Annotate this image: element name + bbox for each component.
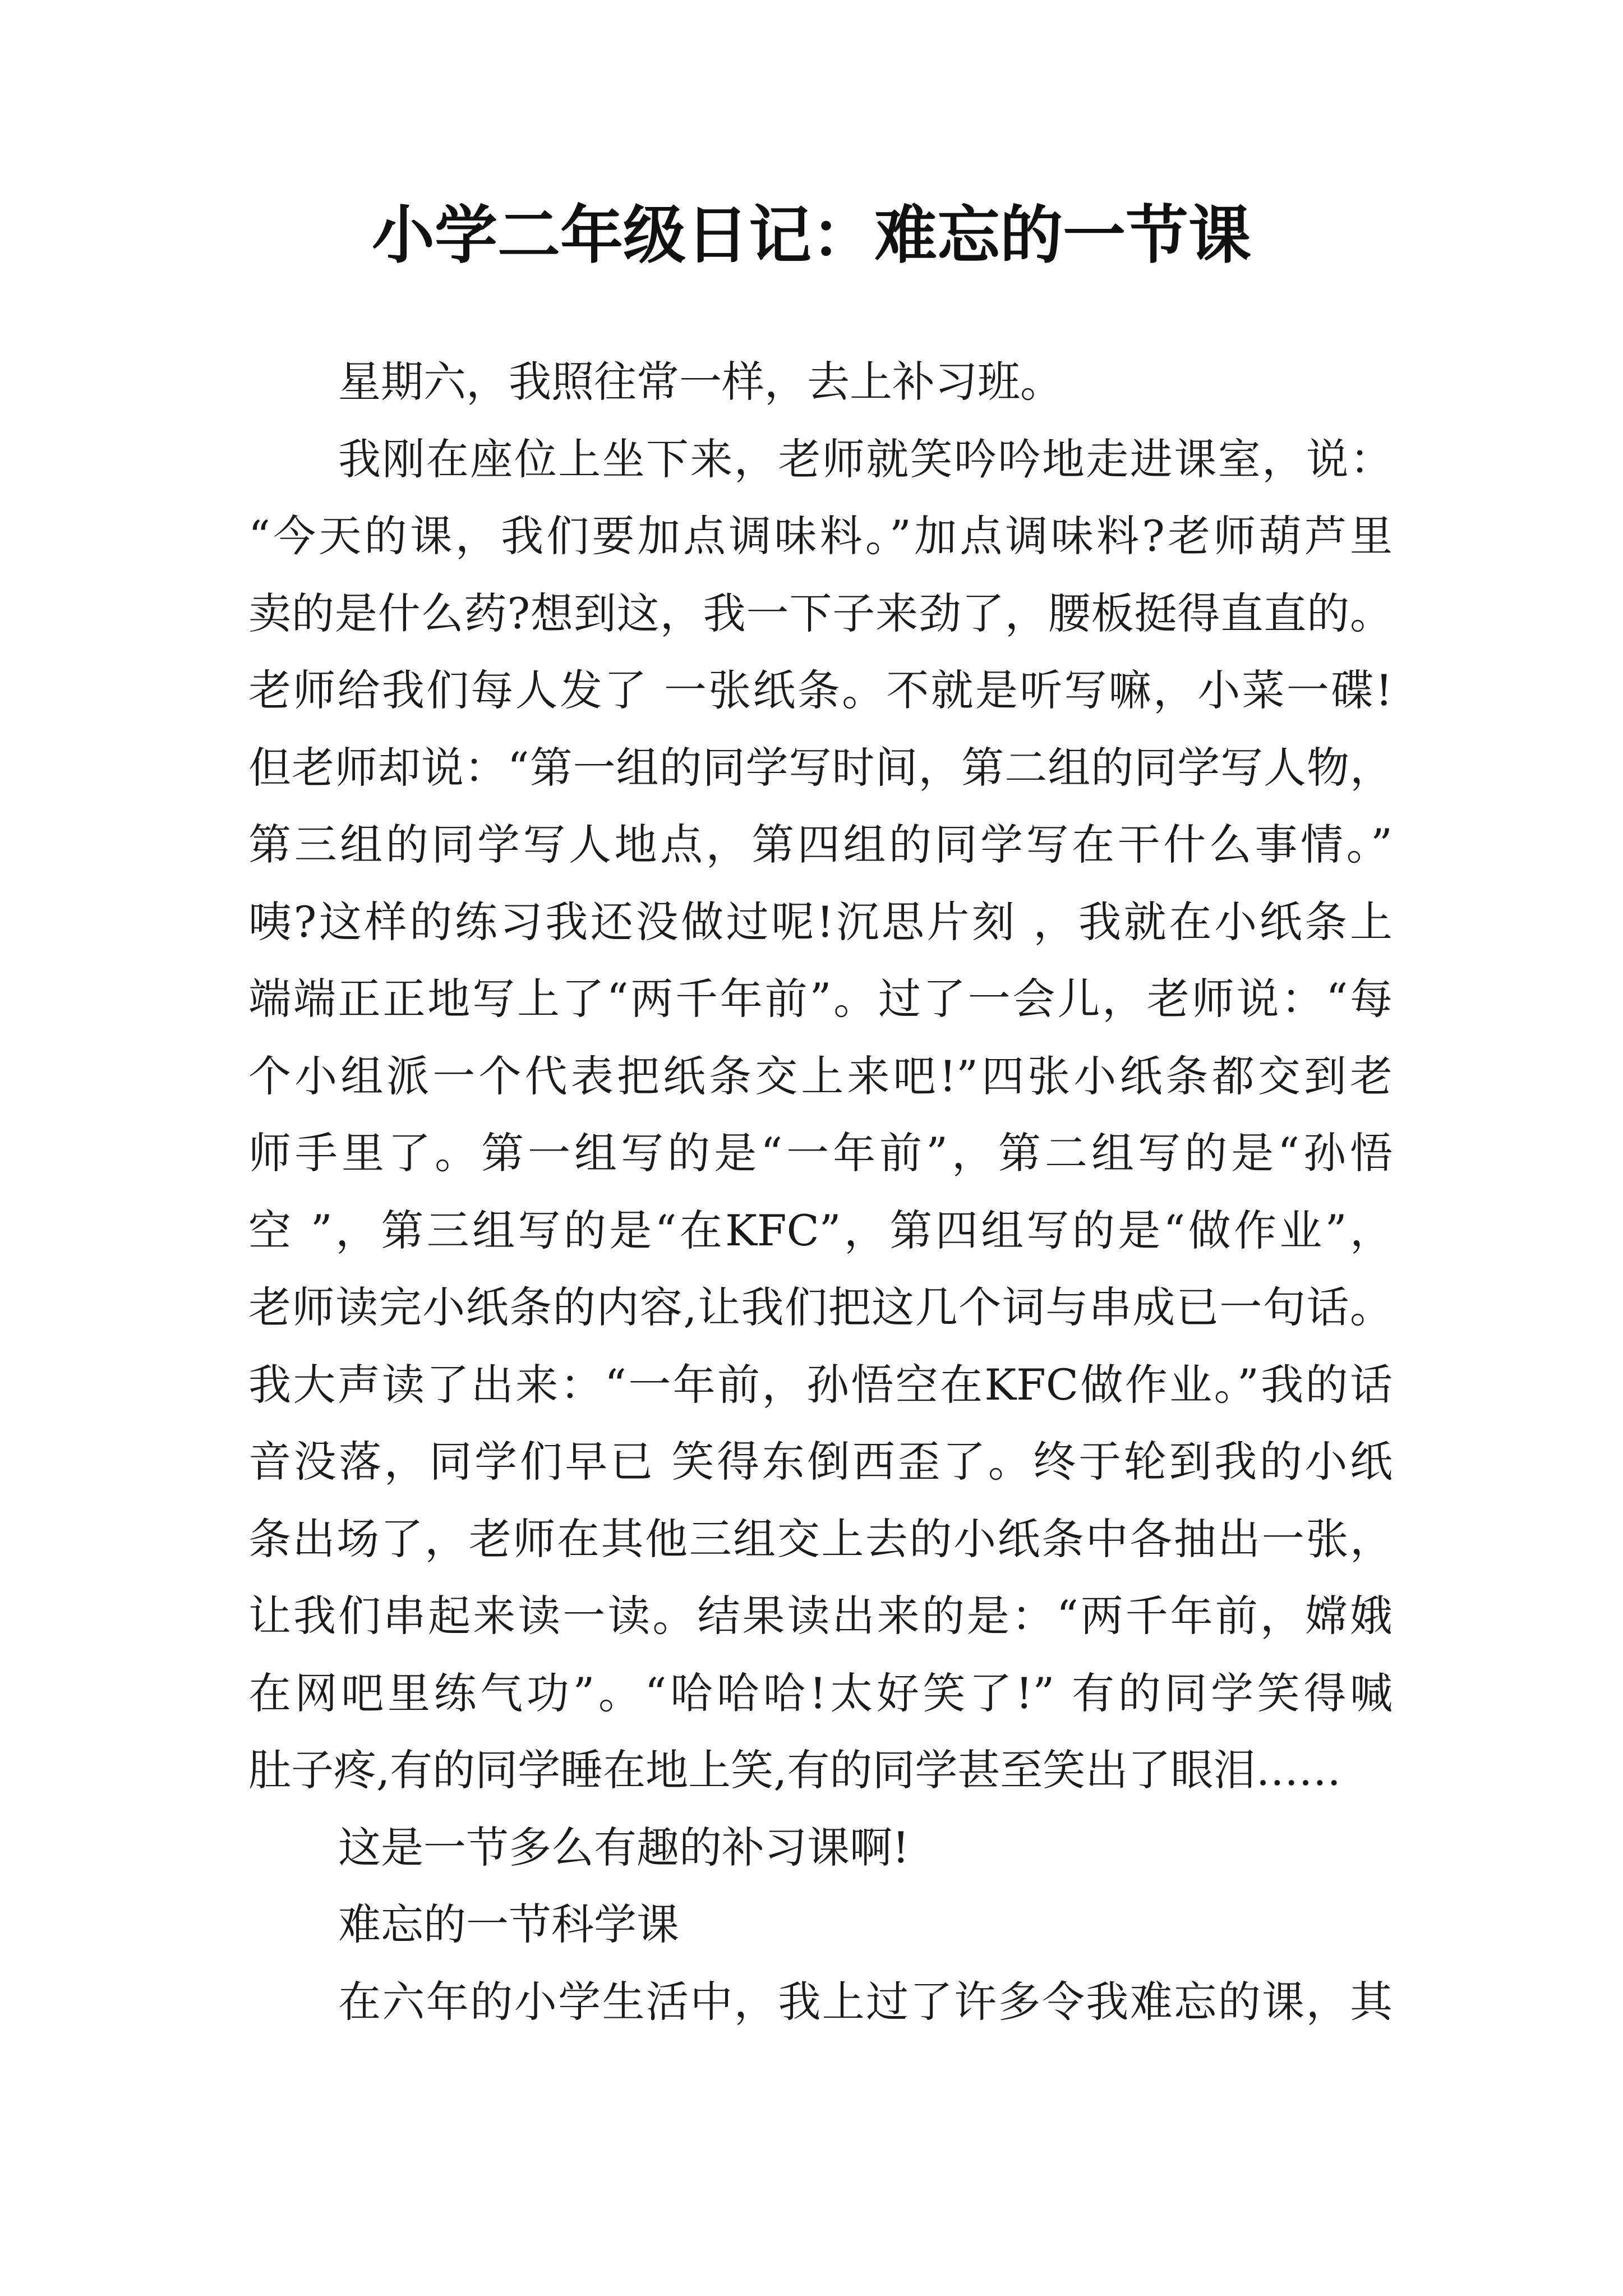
paragraph-line: 这是一节多么有趣的补习课啊! [338,1822,910,1872]
paragraph-line: 星期六，我照往常一样，去上补习班。 [338,357,1063,407]
document-body [248,343,1393,2040]
paragraph-line: 我刚在座位上坐下来，老师就笑吟吟地走进课室，说： [338,434,1393,484]
paragraph-line: 咦?这样的练习我还没做过呢!沉思片刻 ，我就在小纸条上 [248,896,1393,947]
paragraph-line: 但老师却说：“第一组的同学写时间，第二组的同学写人物， [248,742,1393,793]
paragraph-line: 让我们串起来读一读。结果读出来的是：“两千年前，嫦娥 [248,1591,1393,1641]
paragraph-line: 音没落，同学们早已 笑得东倒西歪了。终于轮到我的小纸 [248,1437,1393,1487]
paragraph-line: 空 ”，第三组写的是“在KFC”，第四组写的是“做作业”， [248,1205,1393,1255]
paragraph-line: 老师给我们每人发了 一张纸条。不就是听写嘛，小菜一碟! [248,665,1393,715]
paragraph-line: 在六年的小学生活中，我上过了许多令我难忘的课，其 [338,1976,1393,2027]
paragraph-line: 端端正正地写上了“两千年前”。过了一会儿，老师说：“每 [248,974,1393,1024]
paragraph-line: 老师读完小纸条的内容,让我们把这几个词与串成已一句话。 [248,1282,1393,1332]
paragraph-line: 我大声读了出来：“一年前，孙悟空在KFC做作业。”我的话 [248,1359,1393,1410]
paragraph-line: “今天的课，我们要加点调味料。”加点调味料?老师葫芦里 [248,511,1393,561]
paragraph-line: 条出场了，老师在其他三组交上去的小纸条中各抽出一张， [248,1513,1393,1564]
paragraph-line: 在网吧里练气功”。“哈哈哈!太好笑了!” 有的同学笑得喊 [248,1668,1393,1718]
section-heading: 难忘的一节科学课 [338,1899,679,1949]
document-title: 小学二年级日记：难忘的一节课 [372,199,1251,272]
paragraph-line: 第三组的同学写人地点，第四组的同学写在干什么事情。” [248,820,1393,869]
paragraph-line: 卖的是什么药?想到这，我一下子来劲了，腰板挺得直直的。 [248,588,1393,638]
paragraph-line: 肚子疼,有的同学睡在地上笑,有的同学甚至笑出了眼泪…… [248,1745,1341,1795]
paragraph-line: 师手里了。第一组写的是“一年前”，第二组写的是“孙悟 [248,1128,1393,1178]
paragraph-line: 个小组派一个代表把纸条交上来吧!”四张小纸条都交到老 [248,1051,1393,1101]
